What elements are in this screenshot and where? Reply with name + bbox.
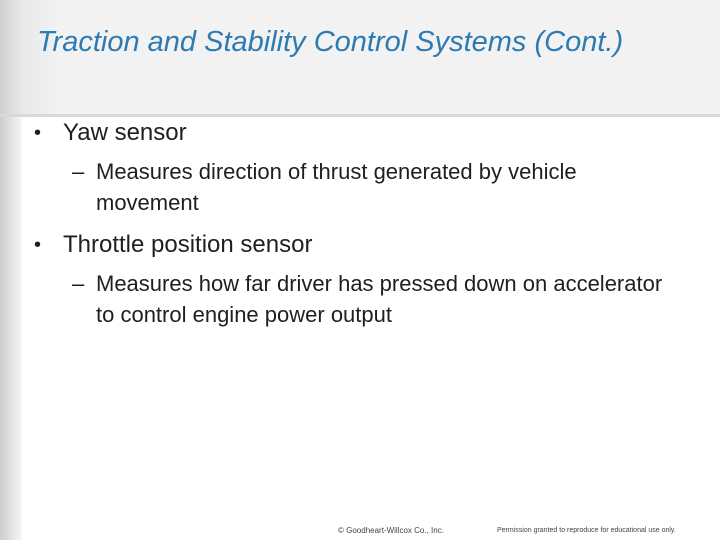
bullet-text: Yaw sensor xyxy=(63,119,187,146)
footer-permission: Permission granted to reproduce for educational use only. xyxy=(497,527,676,534)
sub-bullet-throttle-description xyxy=(34,268,684,330)
sub-bullet-marker: – xyxy=(72,159,85,184)
sub-bullet-text: Measures how far driver has pressed down on accelerator to control engine power output xyxy=(96,271,663,327)
bullet-throttle-position-sensor xyxy=(34,230,684,260)
slide-title: Traction and Stability Control Systems (Cont.) xyxy=(37,26,624,58)
bullet-text: Throttle position sensor xyxy=(63,231,313,258)
sub-bullet-yaw-description xyxy=(34,156,684,218)
left-gradient-strip xyxy=(0,117,22,540)
bullet-marker: • xyxy=(34,122,42,144)
sub-bullet-marker: – xyxy=(72,271,85,296)
slide-content xyxy=(34,118,684,342)
bullet-yaw-sensor xyxy=(34,118,684,148)
sub-bullet-text: Measures direction of thrust generated by vehicle movement xyxy=(96,159,577,215)
bullet-marker: • xyxy=(34,234,42,256)
title-divider xyxy=(0,114,720,117)
footer-copyright: © Goodheart-Willcox Co., Inc. xyxy=(338,526,444,535)
